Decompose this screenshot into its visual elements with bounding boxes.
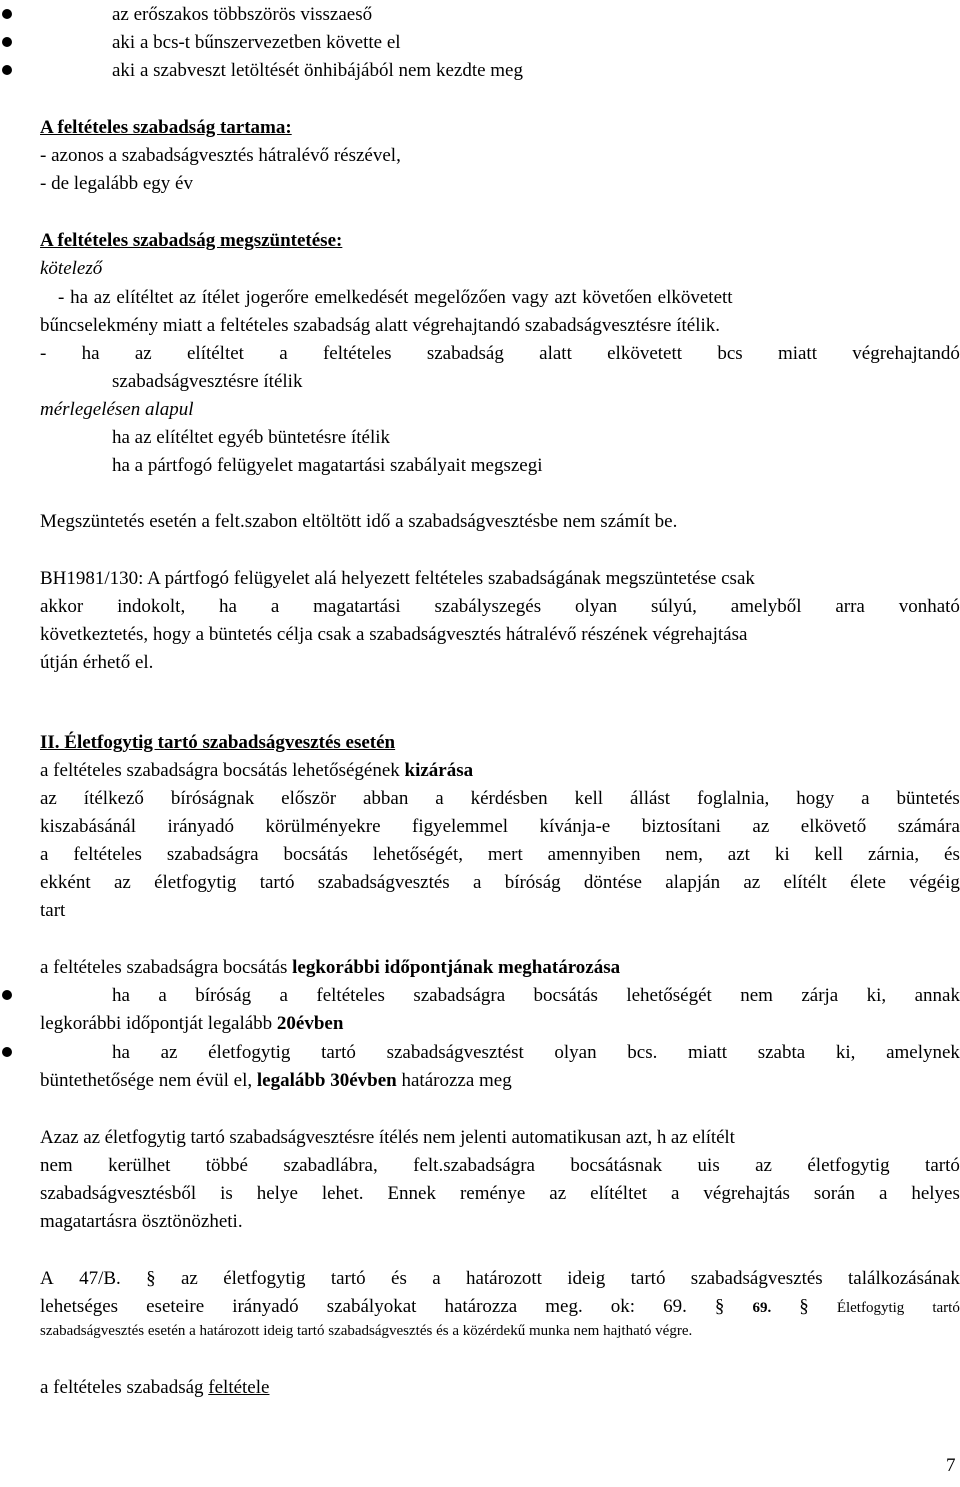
text-line: Megszüntetés esetén a felt.szabon eltöltött idő a szabadságvesztésbe nem számít be.	[40, 511, 678, 532]
text-line: - ha az elítéltet az ítélet jogerőre emelkedését megelőzően vagy azt követően elkövetett	[58, 287, 733, 308]
justified-line: ekként az életfogytig tartó szabadságvesztés a bíróság döntése alapján az elítélt élete végéig	[40, 872, 960, 893]
word: a	[279, 343, 288, 364]
text-line: szabadságvesztésre ítélik	[112, 371, 303, 392]
justified-line: nem kerülhet többé szabadlábra, felt.szabadságra bocsátásnak uis az életfogytig tartó	[40, 1155, 960, 1176]
subheading: mérlegelésen alapul	[40, 399, 194, 420]
page-number: 7	[946, 1455, 956, 1476]
text-line: útján érhető el.	[40, 652, 154, 673]
section-heading: A feltételes szabadság tartama:	[40, 117, 292, 138]
justified-line: kiszabásánál irányadó körülményekre figyelemmel kívánja-e biztosítani az elkövető számára	[40, 816, 960, 837]
text-line: következtetés, hogy a büntetés célja csak a szabadságvesztés hátralévő részének végrehajtása	[40, 624, 748, 645]
word: ha	[81, 343, 100, 364]
bullet-icon	[2, 1047, 12, 1057]
word: -	[40, 343, 47, 364]
list-item: aki a szabveszt letöltését önhibájából nem kezdte meg	[112, 60, 523, 81]
text-line: BH1981/130: A pártfogó felügyelet alá helyezett feltételes szabadságának megszüntetése csak	[40, 568, 755, 589]
justified-line: lehetséges eseteire irányadó szabályokat határozza meg. ok: 69. § 69. § Életfogytig tartó	[40, 1296, 960, 1317]
text-line: ha a pártfogó felügyelet magatartási szabályait megszegi	[112, 455, 543, 476]
text-line: a feltételes szabadság feltétele	[40, 1377, 270, 1398]
text-line: tart	[40, 900, 66, 921]
word: miatt	[777, 343, 817, 364]
text-line: büntethetősége nem évül el, legalább 30évben határozza meg	[40, 1070, 512, 1091]
text-line: a feltételes szabadságra bocsátás lehetőségének kizárása	[40, 760, 474, 781]
text-line: a feltételes szabadságra bocsátás legkorábbi időpontjának meghatározása	[40, 957, 621, 978]
text-line: legkorábbi időpontját legalább 20évben	[40, 1013, 344, 1034]
word: elkövetett	[607, 343, 683, 364]
justified-line: akkor indokolt, ha a magatartási szabályszegés olyan súlyú, amelyből arra vonható	[40, 596, 960, 617]
list-item: aki a bcs-t bűnszervezetben követte el	[112, 32, 401, 53]
text-line: ha az elítéltet egyéb büntetésre ítélik	[112, 427, 391, 448]
justified-line: ha a bíróság a feltételes szabadságra bocsátás lehetőségét nem zárja ki, annak	[112, 985, 960, 1006]
text-line: szabadságvesztés esetén a határozott ideig tartó szabadságvesztés és a közérdekű munka nem hajtható végre.	[40, 1323, 693, 1339]
word: alatt	[539, 343, 572, 364]
section-heading: II. Életfogytig tartó szabadságvesztés esetén	[40, 732, 396, 753]
bullet-icon	[2, 65, 12, 75]
bullet-icon	[2, 37, 12, 47]
text-line: - azonos a szabadságvesztés hátralévő részével,	[40, 145, 401, 166]
justified-line: szabadságvesztésből is helye lehet. Ennek reménye az elítéltet a végrehajtás során a helyes	[40, 1183, 960, 1204]
bullet-icon	[2, 990, 12, 1000]
justified-line: a feltételes szabadságra bocsátás lehetőségét, mert amennyiben nem, azt ki kell zárnia, és	[40, 844, 960, 865]
text-line: Azaz az életfogytig tartó szabadságvesztésre ítélés nem jelenti automatikusan azt, h az elítélt	[40, 1127, 735, 1148]
justified-line	[40, 344, 960, 363]
word: bcs	[717, 343, 743, 364]
bullet-icon	[2, 9, 12, 19]
text-line: magatartásra ösztönözheti.	[40, 1211, 243, 1232]
subheading: kötelező	[40, 258, 103, 279]
justified-line: A 47/B. § az életfogytig tartó és a határozott ideig tartó szabadságvesztés találkozásának	[40, 1268, 960, 1289]
word: az	[134, 343, 152, 364]
list-item: az erőszakos többszörös visszaeső	[112, 4, 373, 25]
word: feltételes	[322, 343, 392, 364]
justified-line: az ítélkező bíróságnak először abban a kérdésben kell állást foglalnia, hogy a büntetés	[40, 788, 960, 809]
word: végrehajtandó	[852, 343, 960, 364]
text-line: bűncselekmény miatt a feltételes szabadság alatt végrehajtandó szabadságvesztésre ítélik.	[40, 315, 721, 336]
word: szabadság	[426, 343, 504, 364]
section-heading: A feltételes szabadság megszüntetése:	[40, 230, 343, 251]
word: elítéltet	[186, 343, 244, 364]
text-line: - de legalább egy év	[40, 173, 193, 194]
justified-line: ha az életfogytig tartó szabadságvesztést olyan bcs. miatt szabta ki, amelynek	[112, 1042, 960, 1063]
